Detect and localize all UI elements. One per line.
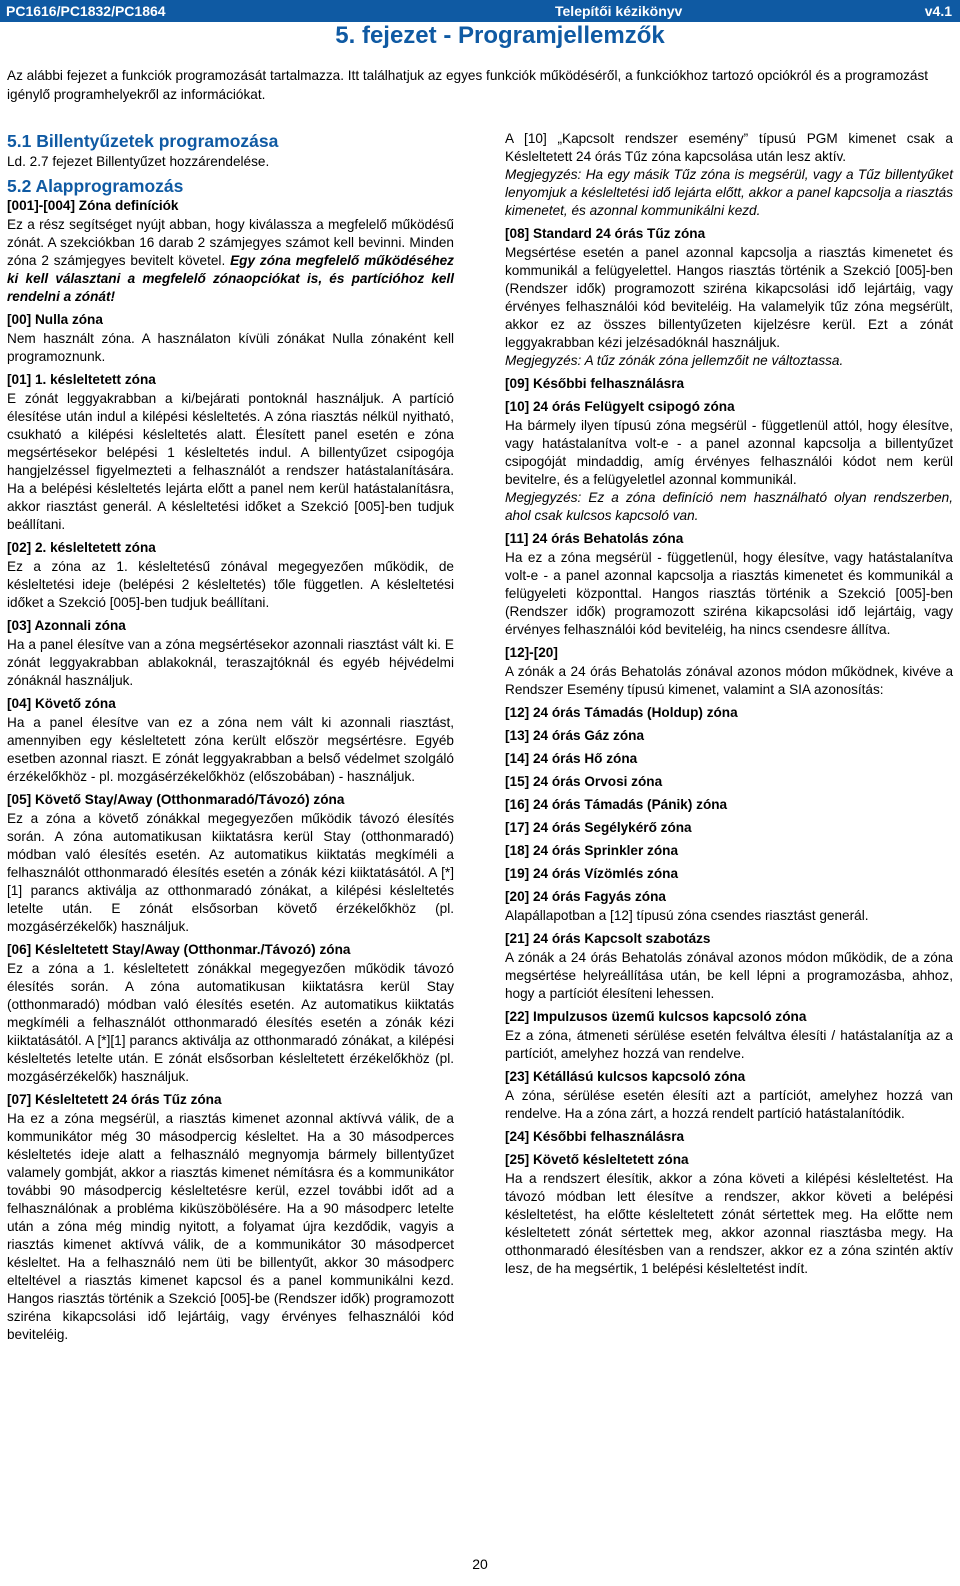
zone-type-09 [505, 375, 953, 393]
zone-type-title: [20] 24 órás Fagyás zóna [505, 889, 666, 904]
zone-type-text: Megsértése esetén a panel azonnal kapcsolja a riasztás kimenetet és kommunikál a felügyelettel. Hangos riasztás történik a Szekció [005]-ben (Rendszer idők) programozott sziréna kikapcsolási idő lejártáig, vagy érvényes felhasználói kód beviteléig. Ha valamelyik tűz zóna megsérült, akkor ez az összes billentyűzeten kijelzésre kerül. Ezt a zónát leggyakrabban kézi jelzésadóknál használjuk. [505, 245, 953, 350]
sia-zone-15 [505, 773, 953, 791]
zone-type-07 [7, 1091, 454, 1344]
sia-zone-19 [505, 865, 953, 883]
zone-definitions-emphasis: Egy zóna megfelelő működéséhez ki kell választani a megfelelő zónaopciókat is, és partícióhoz kell rendelni a zónát! [7, 253, 454, 304]
zone-type-06 [7, 941, 454, 1086]
zone-type-01 [7, 371, 454, 534]
zone-type-title: [06] Késleltetett Stay/Away (Otthonmar./Távozó) zóna [7, 942, 351, 957]
zone-type-05 [7, 791, 454, 936]
zone-type-title: [03] Azonnali zóna [7, 618, 126, 633]
zone-type-text: A zónák a 24 órás Behatolás zónával azonos módon működnek, kivéve a Rendszer Esemény típusú kimenet, valamint a SIA azonosítás: [505, 664, 953, 697]
zone-type-title: [13] 24 órás Gáz zóna [505, 728, 645, 743]
zone-type-21 [505, 930, 953, 1003]
zone-type-text: Ez a zóna az 1. késleltetésű zónával megegyezően működik, de késleltetési ideje (belépési 2 késleltetés) tőle független. A késleltetési időket a Szekció [005]-ben tudjuk beállítani. [7, 559, 454, 610]
zone-type-title: [16] 24 órás Támadás (Pánik) zóna [505, 797, 728, 812]
zone-definitions-title: [001]-[004] Zóna definíciók [7, 198, 179, 213]
zone-type-12-20 [505, 644, 953, 699]
zone-type-text: A [10] „Kapcsolt rendszer esemény” típusú PGM kimenet csak a Késleltetett 24 órás Tűz zóna kapcsolása után lesz aktív. [505, 131, 953, 164]
zone-type-11 [505, 530, 953, 639]
zone-type-text: A zóna, sérülése esetén élesíti azt a partíciót, amelyhez hozzá van rendelve. Ha a zóna zárt, a hozzá rendelt partíció hatástalanítódik. [505, 1088, 953, 1121]
zone-type-title: [21] 24 órás Kapcsolt szabotázs [505, 931, 711, 946]
zone-type-title: [05] Követő Stay/Away (Otthonmaradó/Távozó) zóna [7, 792, 345, 807]
zone-type-title: [22] Impulzusos üzemű kulcsos kapcsoló zóna [505, 1009, 807, 1024]
zone-type-text: Ez a zóna a 1. késleltetett zónákkal megegyezően működik távozó élesítés során. A zóna automatikusan kiiktatásra kerül Stay (otthonmaradó) módban való élesítés esetén. Az automatikus kiiktatás megkíméli a felhasználót otthonmaradó élesítés esetén a zónák kézi kiiktatásától. A [*][1] parancs aktiválja az otthonmaradó zónákat, a kilépési késleltetés letelte után. E zónát elsősorban késleltetett érzékelőkhöz (pl. mozgásérzékelők) használjuk. [7, 961, 454, 1084]
zone-type-text: Ha a panel élesítve van ez a zóna nem vált ki azonnali riasztást, amennyiben egy késleltetett zóna került először megsértésre. Egyéb esetben azonnal riaszt. E zónát leggyakrabban a belső védelmet szolgáló érzékelőkhöz - pl. mozgásérzékelőkhöz (előszobában) - használjuk. [7, 715, 454, 784]
header-model: PC1616/PC1832/PC1864 [6, 3, 166, 19]
zone-type-02 [7, 539, 454, 612]
zone-type-text: A zónák a 24 órás Behatolás zónával azonos módon működik, de a zóna megsértése helyreállítása után, be kell lépni a programozásba, ahhoz, hogy a partíciót élesíteni lehessen. [505, 950, 953, 1001]
zone-type-note: Megjegyzés: A tűz zónák zóna jellemzőit ne változtassa. [505, 353, 844, 368]
sia-zone-16 [505, 796, 953, 814]
section-heading-5-1: 5.1 Billentyűzetek programozása [7, 131, 279, 151]
zone-type-08 [505, 225, 953, 370]
zone-type-title: [11] 24 órás Behatolás zóna [505, 531, 684, 546]
page-number: 20 [472, 1556, 488, 1572]
zone-type-text: Ez a zóna, átmeneti sérülése esetén felváltva élesíti / hatástalanítja az a partíciót, amelyhez hozzá van rendelve. [505, 1028, 953, 1061]
sia-zone-12 [505, 704, 953, 722]
zone-type-title: [15] 24 órás Orvosi zóna [505, 774, 663, 789]
zone-type-note: Megjegyzés: Ha egy másik Tűz zóna is megsérül, vagy a Tűz billentyűket lenyomjuk a késleltetési idő lejárta előtt, akkor a panel kapcsolja a riasztás kimenetet, és azonnal kommunikálni kezd. [505, 167, 953, 218]
sia-zone-18 [505, 842, 953, 860]
zone-type-25 [505, 1151, 953, 1278]
zone-type-text: E zónát leggyakrabban a ki/bejárati pontoknál használjuk. A partíció élesítése után indul a kilépési késleltetés. A zóna riasztás nélkül nyitható, csukható a kilépési késleltetés alatt. Élesített panel esetén e zóna megsértésekor belépési 1 késleltetés indul. A billentyűzet csipogója hangjelzéssel figyelmezteti a felhasználót a rendszer hatástalanítására. Ha a belépési késleltetés lejárta előtt a panel nem kerül hatástalanításra, akkor riasztást generál. A késleltetési időket a Szekció [005]-ben tudjuk beállítani. [7, 391, 454, 532]
zone-type-24 [505, 1128, 953, 1146]
zone-type-note: Megjegyzés: Ez a zóna definíció nem használható olyan rendszerben, ahol csak kulcsos kapcsoló van. [505, 490, 953, 523]
left-column [7, 130, 454, 1349]
zone-definitions-block [7, 197, 454, 306]
zone-type-text: Nem használt zóna. A használaton kívüli zónákat Nulla zónaként kell programoznunk. [7, 331, 454, 364]
zone-type-title: [07] Késleltetett 24 órás Tűz zóna [7, 1092, 222, 1107]
sia-zone-17 [505, 819, 953, 837]
section-5-1-reference: Ld. 2.7 fejezet Billentyűzet hozzárendelése. [7, 154, 270, 169]
sia-zone-20 [505, 888, 953, 925]
zone-type-04 [7, 695, 454, 786]
zone-type-title: [18] 24 órás Sprinkler zóna [505, 843, 679, 858]
zone-type-title: [25] Követő késleltetett zóna [505, 1152, 689, 1167]
zone-type-title: [08] Standard 24 órás Tűz zóna [505, 226, 706, 241]
zone-type-text: Ez a zóna a követő zónákkal megegyezően működik távozó élesítés során. A zóna automatikusan kiiktatásra kerül Stay (otthonmaradó) módban való élesítés esetén. Az automatikus kiiktatás megkíméli a felhasználót otthonmaradó élesítés esetén a zónák kézi kiiktatásától. A [*][1] parancs aktiválja az otthonmaradó zónákat, a kilépési késleltetés letelte után. E zónát elsősorban követő érzékelőkhöz (pl. mozgásérzékelők) használjuk. [7, 811, 454, 934]
zone-type-title: [24] Későbbi felhasználásra [505, 1129, 685, 1144]
header-document-title: Telepítői kézikönyv [555, 3, 683, 19]
zone-type-23 [505, 1068, 953, 1123]
zone-type-text: Ha bármely ilyen típusú zóna megsérül - függetlenül attól, hogy élesítve, vagy hatástalanítva volt-e - a panel azonnal kapcsolja a billentyűzet csipogóját mindaddig, amíg érvényes felhasználói kódot nem kerül bevitelre, és a felügyeletlel azonnal kommunikál. [505, 418, 953, 487]
zone-type-title: [23] Kétállású kulcsos kapcsoló zóna [505, 1069, 746, 1084]
chapter-intro: Az alábbi fejezet a funkciók programozását tartalmazza. Itt találhatjuk az egyes funkciók működéséről, a funkciókhoz tartozó opciókról és a programozást igénylő programhelyekről az információkat. [7, 68, 929, 102]
zone-type-title: [12] 24 órás Támadás (Holdup) zóna [505, 705, 738, 720]
zone-type-title: [04] Követő zóna [7, 696, 116, 711]
right-column [505, 130, 953, 1283]
zone-type-10 [505, 398, 953, 525]
page-header [0, 0, 960, 22]
zone-type-text: Ha ez a zóna megsérül - függetlenül, hogy élesítve, vagy hatástalanítva volt-e - a panel azonnal kapcsolja a riasztás kimenetet és kommunikál a felügyeleti központtal. Hangos riasztás történik a Szekció [005]-ben (Rendszer idők) programozott sziréna kikapcsolási idő lejártáig, vagy érvényes felhasználói kód beviteléig, ha nincs csendesre állítva. [505, 550, 953, 637]
header-version: v4.1 [924, 3, 952, 19]
zone-type-text: Alapállapotban a [12] típusú zóna csendes riasztást generál. [505, 908, 869, 923]
zone-type-text: Ha a panel élesítve van a zóna megsértésekor azonnali riasztást vált ki. E zónát leggyakrabban ablakoknál, teraszajtóknál és egyéb héjvédelmi zónáknál használjuk. [7, 637, 454, 688]
zone-type-title: [01] 1. késleltetett zóna [7, 372, 156, 387]
zone-type-22 [505, 1008, 953, 1063]
zone-type-title: [09] Későbbi felhasználásra [505, 376, 685, 391]
zone-type-text: Ha ez a zóna megsérül, a riasztás kimenet azonnal aktívvá válik, de a kommunikátor még 30 másodpercig késleltet. Ha a 30 másodperces késleltetés ideje alatt a felhasználó megnyomja bármely billentyűzet valamely gombját, akkor a riasztás kimenet némításra és a kommunikátor további 90 másodpercig késleltetésre kerül, ezzel további időt ad a felhasználónak a probléma kiküszöbölésére. Ha a 90 másodperc letelte után a zóna még mindig nyitott, a folyamat újra kezdődik, vagyis a riasztás kimenet aktívvá válik, de a kommunikátor 30 másodpercet késleltet. Ha a felhasználó nem üti be billentyűt, akkor 30 másodperc elteltével a riasztás kimenet kapcsol és a panel kommunikálni kezd. Hangos riasztás történik a Szekció [005]-be (Rendszer idők) programozott sziréna kikapcsolási idő lejártáig, vagy érvényes felhasználói kód beviteléig. [7, 1111, 454, 1342]
zone-type-title: [17] 24 órás Segélykérő zóna [505, 820, 692, 835]
zone-type-00 [7, 311, 454, 366]
zone-definitions-text: Ez a rész segítséget nyújt abban, hogy kiválassza a megfelelő működésű zónát. A szekciókban 16 darab 2 számjegyes számot kell bevinni. Minden zóna 2 számjegyes bevitelt követel. Egy zóna megfelelő működéséhez ki kell választani a megfelelő zónaopciókat is, és partícióhoz kell rendelni a zónát! [7, 217, 454, 304]
zone-type-title: [12]-[20] [505, 645, 558, 660]
chapter-title: 5. fejezet - Programjellemzők [335, 22, 665, 49]
sia-zone-14 [505, 750, 953, 768]
zone-type-text: Ha a rendszert élesítik, akkor a zóna követi a kilépési késleltetést. Ha távozó módban lett élesítve a rendszer, akkor követi a belépési késleltetést, ha előtte késleltetett zónát sértettek meg. Ha előtte nem késleltetett zónát sértettek meg, akkor azonnal riasztásba megy. Ha otthonmaradó élesítésben van a rendszer, akkor ez a zóna szintén aktív lesz, de ha megsértik, 1 belépési késleltetést indít. [505, 1171, 953, 1276]
zone-type-title: [19] 24 órás Vízömlés zóna [505, 866, 679, 881]
zone-type-title: [14] 24 órás Hő zóna [505, 751, 638, 766]
zone-type-title: [00] Nulla zóna [7, 312, 103, 327]
zone-type-03 [7, 617, 454, 690]
zone-type-title: [10] 24 órás Felügyelt csipogó zóna [505, 399, 735, 414]
sia-zone-13 [505, 727, 953, 745]
zone-type-title: [02] 2. késleltetett zóna [7, 540, 156, 555]
section-heading-5-2: 5.2 Alapprogramozás [7, 176, 184, 196]
zone-type-07-continued [505, 130, 953, 220]
